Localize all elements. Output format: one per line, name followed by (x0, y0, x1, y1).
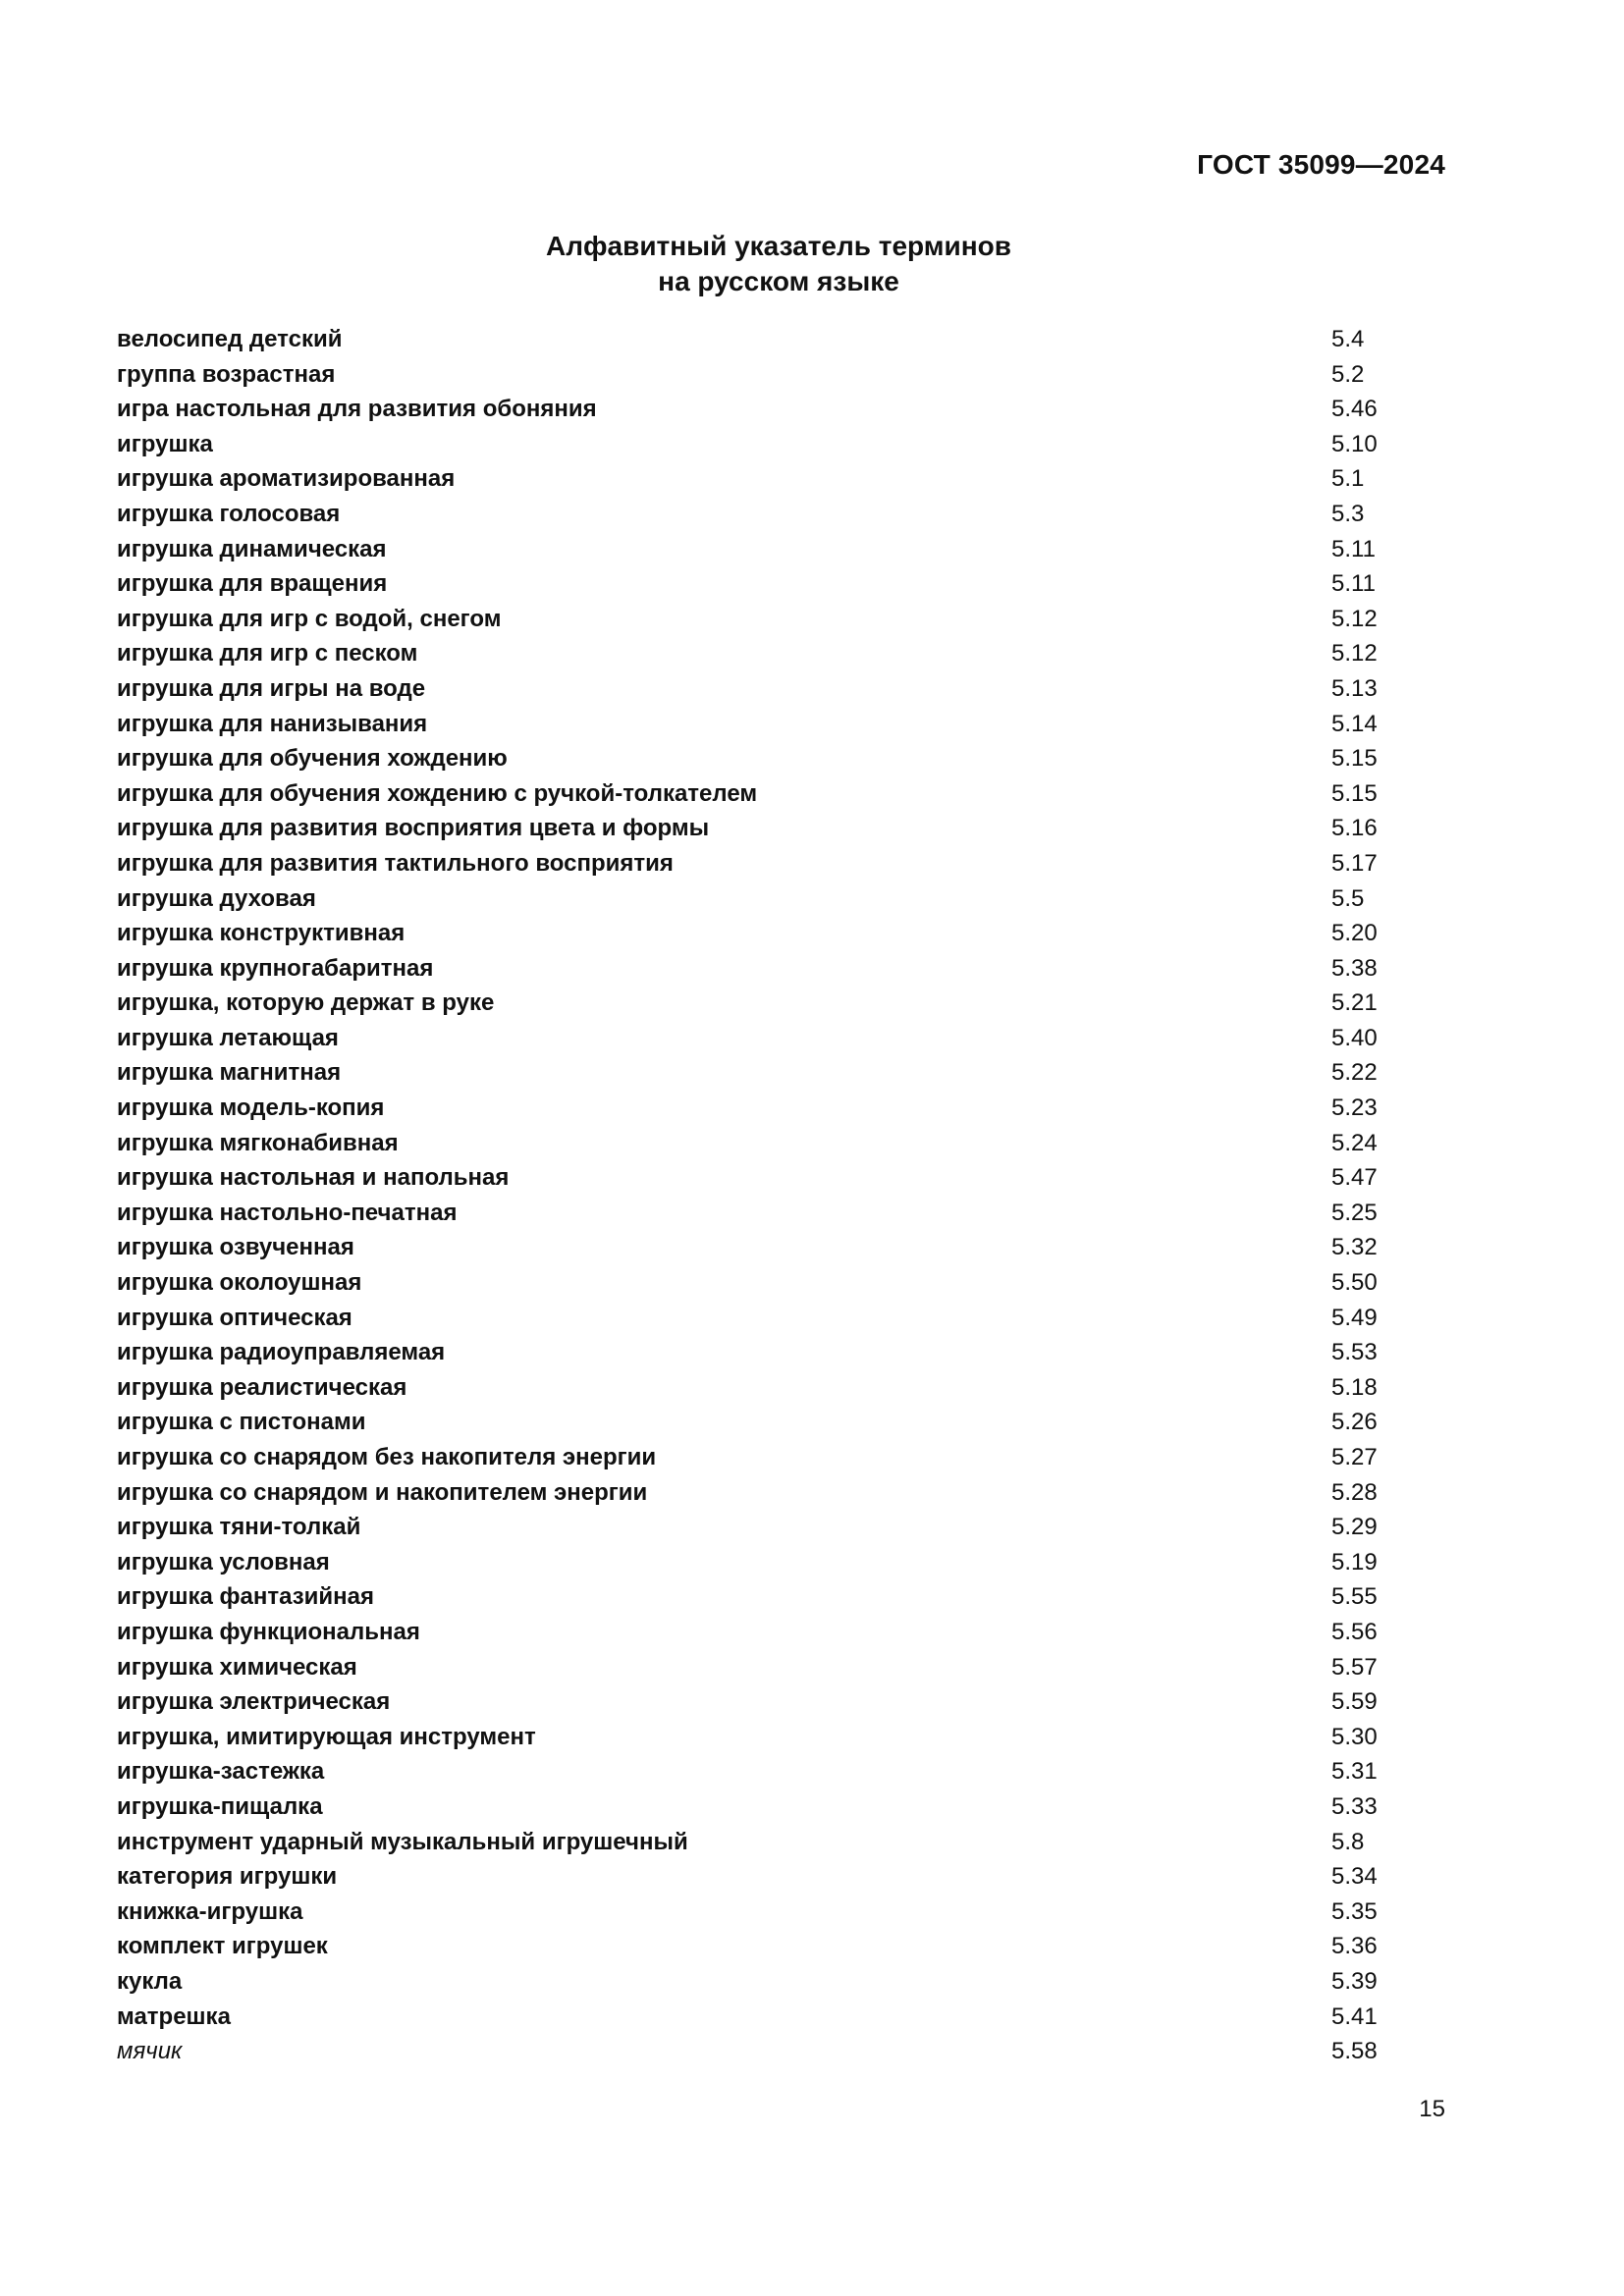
index-entry (117, 1370, 1393, 1406)
index-term: велосипед детский (117, 326, 343, 352)
index-entry (117, 322, 1393, 357)
index-section-ref: 5.39 (1331, 1967, 1378, 1995)
term-index-list (117, 322, 1393, 2069)
index-section-ref: 5.28 (1331, 1478, 1378, 1506)
index-section-ref: 5.3 (1331, 500, 1365, 527)
index-term: игрушка динамическая (117, 535, 387, 562)
index-term: игрушка-пищалка (117, 1792, 323, 1820)
index-term: игрушка реалистическая (117, 1373, 407, 1401)
index-entry (117, 846, 1393, 881)
index-term: игрушка озвученная (117, 1234, 354, 1261)
index-entry (117, 2034, 1393, 2069)
index-term: игрушка для развития тактильного восприятия (117, 849, 674, 877)
index-entry (117, 1160, 1393, 1196)
index-term: игрушка голосовая (117, 500, 341, 527)
index-entry (117, 1579, 1393, 1615)
index-entry (117, 1196, 1393, 1231)
index-entry (117, 776, 1393, 812)
index-term: игрушка мягконабивная (117, 1129, 399, 1156)
index-section-ref: 5.26 (1331, 1409, 1378, 1436)
index-section-ref: 5.58 (1331, 2038, 1378, 2065)
index-entry (117, 1895, 1393, 1930)
index-section-ref: 5.36 (1331, 1933, 1378, 1960)
index-term: матрешка (117, 2002, 231, 2030)
index-entry (117, 392, 1393, 427)
index-term: игрушка конструктивная (117, 920, 406, 947)
index-term: игрушка, имитирующая инструмент (117, 1723, 536, 1750)
index-term: игрушка модель-копия (117, 1095, 385, 1122)
index-entry (117, 1510, 1393, 1545)
index-section-ref: 5.20 (1331, 920, 1378, 947)
index-entry (117, 671, 1393, 707)
index-section-ref: 5.13 (1331, 674, 1378, 702)
index-section-ref: 5.30 (1331, 1723, 1378, 1750)
index-section-ref: 5.59 (1331, 1688, 1378, 1716)
index-entry (117, 1754, 1393, 1789)
index-section-ref: 5.18 (1331, 1373, 1378, 1401)
index-term: игрушка крупногабаритная (117, 954, 434, 982)
index-entry (117, 532, 1393, 567)
index-entry (117, 427, 1393, 462)
index-term: игрушка химическая (117, 1653, 357, 1681)
index-entry (117, 1545, 1393, 1580)
index-section-ref: 5.19 (1331, 1548, 1378, 1575)
index-entry (117, 916, 1393, 951)
index-section-ref: 5.40 (1331, 1024, 1378, 1051)
index-entry (117, 1265, 1393, 1301)
index-term: игрушка для обучения хождению с ручкой-толкателем (117, 779, 758, 807)
index-term: игрушка электрическая (117, 1688, 391, 1716)
index-term: комплект игрушек (117, 1933, 328, 1960)
index-term: игрушка для нанизывания (117, 710, 428, 737)
index-entry (117, 566, 1393, 602)
index-entry (117, 1475, 1393, 1511)
index-term: игрушка-застежка (117, 1758, 325, 1786)
index-term: игрушка магнитная (117, 1059, 342, 1087)
index-section-ref: 5.31 (1331, 1758, 1378, 1786)
index-term: игрушка, которую держат в руке (117, 989, 495, 1017)
index-entry (117, 1720, 1393, 1755)
index-entry (117, 1335, 1393, 1370)
index-section-ref: 5.12 (1331, 640, 1378, 667)
index-term: кукла (117, 1967, 183, 1995)
index-section-ref: 5.11 (1331, 570, 1376, 598)
page-title-line-2: на русском языке (658, 266, 899, 296)
index-entry (117, 1126, 1393, 1161)
index-section-ref: 5.4 (1331, 326, 1365, 352)
index-section-ref: 5.34 (1331, 1863, 1378, 1891)
index-section-ref: 5.50 (1331, 1269, 1378, 1297)
index-entry (117, 881, 1393, 917)
index-section-ref: 5.15 (1331, 745, 1378, 773)
index-section-ref: 5.27 (1331, 1444, 1378, 1470)
index-entry (117, 1615, 1393, 1650)
index-entry (117, 707, 1393, 742)
index-entry (117, 1091, 1393, 1126)
index-term: игрушка для развития восприятия цвета и формы (117, 815, 710, 842)
index-term: игрушка духовая (117, 884, 316, 912)
index-section-ref: 5.56 (1331, 1618, 1378, 1645)
index-section-ref: 5.33 (1331, 1792, 1378, 1820)
index-section-ref: 5.2 (1331, 360, 1365, 388)
document-code: ГОСТ 35099—2024 (1197, 149, 1445, 180)
index-section-ref: 5.41 (1331, 2002, 1378, 2030)
index-entry (117, 986, 1393, 1021)
index-term: игрушка настольно-печатная (117, 1199, 458, 1226)
index-term: игрушка оптическая (117, 1304, 352, 1331)
index-entry (117, 1301, 1393, 1336)
index-term: игрушка летающая (117, 1024, 339, 1051)
index-entry (117, 1964, 1393, 2000)
index-entry (117, 1230, 1393, 1265)
index-section-ref: 5.53 (1331, 1339, 1378, 1366)
index-term: инструмент ударный музыкальный игрушечный (117, 1828, 688, 1855)
index-term: категория игрушки (117, 1863, 338, 1891)
index-section-ref: 5.24 (1331, 1129, 1378, 1156)
index-entry (117, 811, 1393, 846)
index-section-ref: 5.1 (1331, 465, 1365, 493)
index-term: игрушка фантазийная (117, 1583, 374, 1611)
index-entry (117, 1405, 1393, 1440)
index-section-ref: 5.15 (1331, 779, 1378, 807)
index-term: игрушка тяни-толкай (117, 1514, 361, 1541)
index-section-ref: 5.11 (1331, 535, 1376, 562)
index-term: игрушка для обучения хождению (117, 745, 508, 773)
index-entry (117, 951, 1393, 987)
index-term: игрушка для вращения (117, 570, 388, 598)
index-section-ref: 5.23 (1331, 1095, 1378, 1122)
index-entry (117, 1440, 1393, 1475)
index-entry (117, 1021, 1393, 1056)
index-section-ref: 5.47 (1331, 1164, 1378, 1192)
index-section-ref: 5.17 (1331, 849, 1378, 877)
index-entry (117, 1929, 1393, 1964)
index-term: игрушка условная (117, 1548, 330, 1575)
index-entry (117, 1859, 1393, 1895)
index-section-ref: 5.55 (1331, 1583, 1378, 1611)
index-section-ref: 5.5 (1331, 884, 1365, 912)
index-term: игра настольная для развития обоняния (117, 396, 597, 423)
index-entry (117, 497, 1393, 532)
index-entry (117, 357, 1393, 393)
index-term: игрушка для игр с водой, снегом (117, 605, 502, 632)
index-term: игрушка со снарядом и накопителем энергии (117, 1478, 648, 1506)
index-term: игрушка функциональная (117, 1618, 420, 1645)
index-entry (117, 1055, 1393, 1091)
index-term: книжка-игрушка (117, 1897, 303, 1925)
index-entry (117, 461, 1393, 497)
index-section-ref: 5.21 (1331, 989, 1378, 1017)
index-section-ref: 5.16 (1331, 815, 1378, 842)
index-section-ref: 5.35 (1331, 1897, 1378, 1925)
index-section-ref: 5.8 (1331, 1828, 1365, 1855)
index-section-ref: 5.22 (1331, 1059, 1378, 1087)
index-term: игрушка настольная и напольная (117, 1164, 510, 1192)
index-section-ref: 5.38 (1331, 954, 1378, 982)
index-section-ref: 5.14 (1331, 710, 1378, 737)
index-entry (117, 1789, 1393, 1825)
index-section-ref: 5.29 (1331, 1514, 1378, 1541)
index-entry (117, 1825, 1393, 1860)
index-term: игрушка с пистонами (117, 1409, 366, 1436)
index-term: игрушка радиоуправляемая (117, 1339, 446, 1366)
index-entry (117, 741, 1393, 776)
index-section-ref: 5.46 (1331, 396, 1378, 423)
index-term: мячик (117, 2038, 183, 2065)
index-entry (117, 2000, 1393, 2035)
page-title-line-1: Алфавитный указатель терминов (546, 231, 1011, 261)
index-section-ref: 5.49 (1331, 1304, 1378, 1331)
index-term: игрушка (117, 430, 213, 457)
index-term: группа возрастная (117, 360, 336, 388)
index-section-ref: 5.10 (1331, 430, 1378, 457)
index-term: игрушка для игр с песком (117, 640, 418, 667)
index-section-ref: 5.32 (1331, 1234, 1378, 1261)
page-number: 15 (1419, 2096, 1445, 2122)
index-term: игрушка околоушная (117, 1269, 362, 1297)
index-section-ref: 5.57 (1331, 1653, 1378, 1681)
index-term: игрушка ароматизированная (117, 465, 456, 493)
index-section-ref: 5.12 (1331, 605, 1378, 632)
index-entry (117, 602, 1393, 637)
index-entry (117, 1650, 1393, 1685)
index-term: игрушка для игры на воде (117, 674, 426, 702)
page-title (0, 229, 1557, 299)
index-term: игрушка со снарядом без накопителя энергии (117, 1444, 657, 1470)
index-section-ref: 5.25 (1331, 1199, 1378, 1226)
index-entry (117, 1684, 1393, 1720)
index-entry (117, 636, 1393, 671)
